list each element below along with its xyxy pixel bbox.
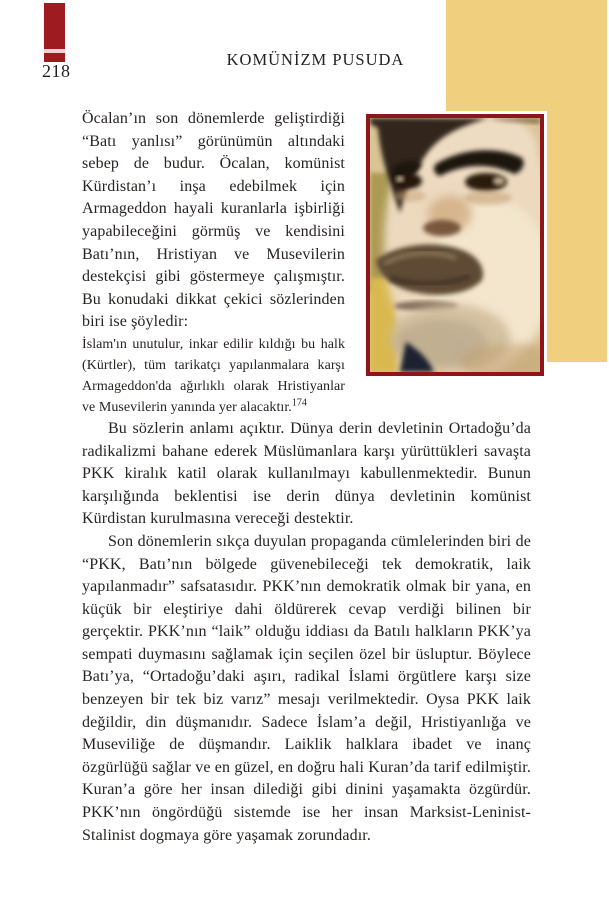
footnote-reference: 174 [291,397,307,409]
body-text-column [82,108,531,847]
running-head: KOMÜNİZM PUSUDA [226,50,405,69]
page-number: 218 [42,61,71,81]
paragraph-1: Öcalan’ın son dönemlerde geliştirdiği “Batı yanlısı” görünümün altındaki sebep de budur. Öcalan, komünist Kürdistan’ı inşa edebilmek için Armageddon hayali kuranlarla işbirliği yapabileceğini görmüş ve kendisini Batı’nın, Hristiyan ve Musevilerin destekçisi gibi göstermeye çalışmıştır. Bu konudaki dikkat çekici sözlerinden biri ise şöyledir: [82,110,345,331]
paragraph-2: Bu sözlerin anlamı açıktır. Dünya derin devletinin Ortadoğu’da radikalizmi bahane ederek Müslümanlara karşı yürüttükleri savaşta PKK kiralık katil olarak kullanılmayı kabullenmektedir. Bunun karşılığında beklentisi ise derin dünya devletinin komünist Kürdistan kurulmasına vereceği destektir. [82,419,531,528]
bookmark-bar [44,3,65,49]
quote-text: İslam'ın unutulur, inkar edilir kıldığı bu halk (Kürtler), tüm tarikatçı yapılanmalara karşı Armageddon'da ağırlıklı olarak Hristiyanlar ve Musevilerin yanında yer alacaktır. [82,336,345,415]
photo-wrap-spacer [345,108,531,386]
paragraph-3: Son dönemlerin sıkça duyulan propaganda cümlelerinden biri de “PKK, Batı’nın bölgede güvenebileceği tek demokratik, laik yapılanmadır” safsatasıdır. PKK’nın demokratik olmak bir yana, en küçük bir eleştiriye dahi öldürerek cevap verdiği bilinen bir gerçektir. PKK’nın “laik” olduğu iddiası da Batılı halkların PKK’ya sempati duymasını sağlamak için seçilen özel bir üsluptur. Böylece Batı’ya, “Ortadoğu’daki aşırı, radikal İslami örgütlere karşı size benzeyen bir tek biz varız” mesajı verilmektedir. Oysa PKK laik değildir, din düşmanıdır. Sadece İslam’a değil, Hristiyanlığa ve Museviliğe de düşmandır. Laiklik halklara ibadet ve inanç özgürlüğü sağlar ve en güzel, en doğru hali Kuran’da tarif edilmiştir. Kuran’a göre her insan dilediği gibi dinini yaşamakta özgürdür. PKK’nın öngördüğü sistemde ise her insan Marksist-Leninist-Stalinist dogmaya göre yaşamak zorundadır. [82,532,531,844]
